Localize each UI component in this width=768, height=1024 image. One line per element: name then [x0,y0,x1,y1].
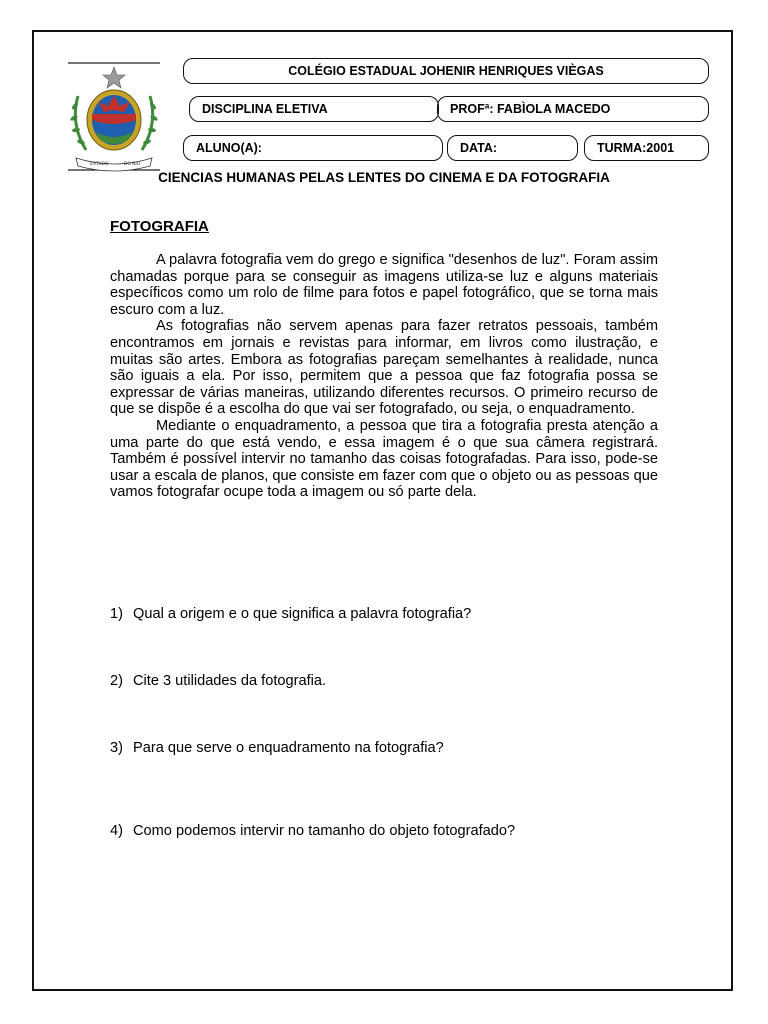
paragraph-1: A palavra fotografia vem do grego e significa "desenhos de luz". Foram assim chamadas porque para se conseguir as imagens utiliza-se luz e alguns materiais específicos como um rolo de filme para fotos e papel fotográfico, que se torna mais escuro com a luz. [110,252,658,318]
teacher-label: PROFª: FABÌOLA MACEDO [450,102,611,116]
school-name-box [183,58,709,84]
section-body [110,252,658,501]
question-1 [110,606,471,622]
state-crest-logo [66,62,162,172]
school-name: COLÉGIO ESTADUAL JOHENIR HENRIQUES VIÈGAS [288,64,604,78]
question-text: Como podemos intervir no tamanho do objeto fotografado? [133,823,516,839]
section-title: FOTOGRAFIA [110,218,209,235]
paragraph-3: Mediante o enquadramento, a pessoa que tira a fotografia presta atenção a uma parte do que está vendo, e essa imagem é o que sua câmera registrará. Também é possível intervir no tamanho das coisas fotografadas. Para isso, pode-se usar a escala de planos, que consiste em fazer com que o objeto ou as pessoas que vamos fotografar ocupe toda a imagem ou só parte dela. [110,417,658,501]
question-number: 1) [110,606,123,622]
document-subtitle: CIENCIAS HUMANAS PELAS LENTES DO CINEMA E DA FOTOGRAFIA [158,170,610,185]
subject-box [189,96,439,122]
paragraph-2: As fotografias não servem apenas para fazer retratos pessoais, também encontramos em jornais e revistas para informar, em livros como ilustração, e muitas são artes. Embora as fotografias pareçam semelhantes à realidade, nunca são iguais a ela. Por isso, permitem que a pessoa que faz fotografia possa se expressar de várias maneiras, utilizando diferentes recursos. O primeiro recurso de que se dispõe é a escolha do que vai ser fotografado, ou seja, o enquadramento. [110,318,658,418]
question-4 [110,823,515,839]
svg-text:ESTADO: ESTADO [90,161,109,166]
question-number: 2) [110,673,123,689]
svg-text:DO RIO: DO RIO [124,161,141,166]
date-box[interactable] [447,135,578,161]
question-text: Cite 3 utilidades da fotografia. [133,673,327,689]
class-label: TURMA:2001 [597,141,675,155]
question-number: 3) [110,740,123,756]
subject-label: DISCIPLINA ELETIVA [202,102,328,116]
question-text: Para que serve o enquadramento na fotografia? [133,740,444,756]
question-2 [110,673,326,689]
date-label: DATA: [460,141,498,155]
question-3 [110,740,444,756]
student-box[interactable] [183,135,443,161]
class-box [584,135,709,161]
student-label: ALUNO(A): [196,141,262,155]
question-text: Qual a origem e o que significa a palavra fotografia? [133,606,472,622]
teacher-box [437,96,709,122]
question-number: 4) [110,823,123,839]
